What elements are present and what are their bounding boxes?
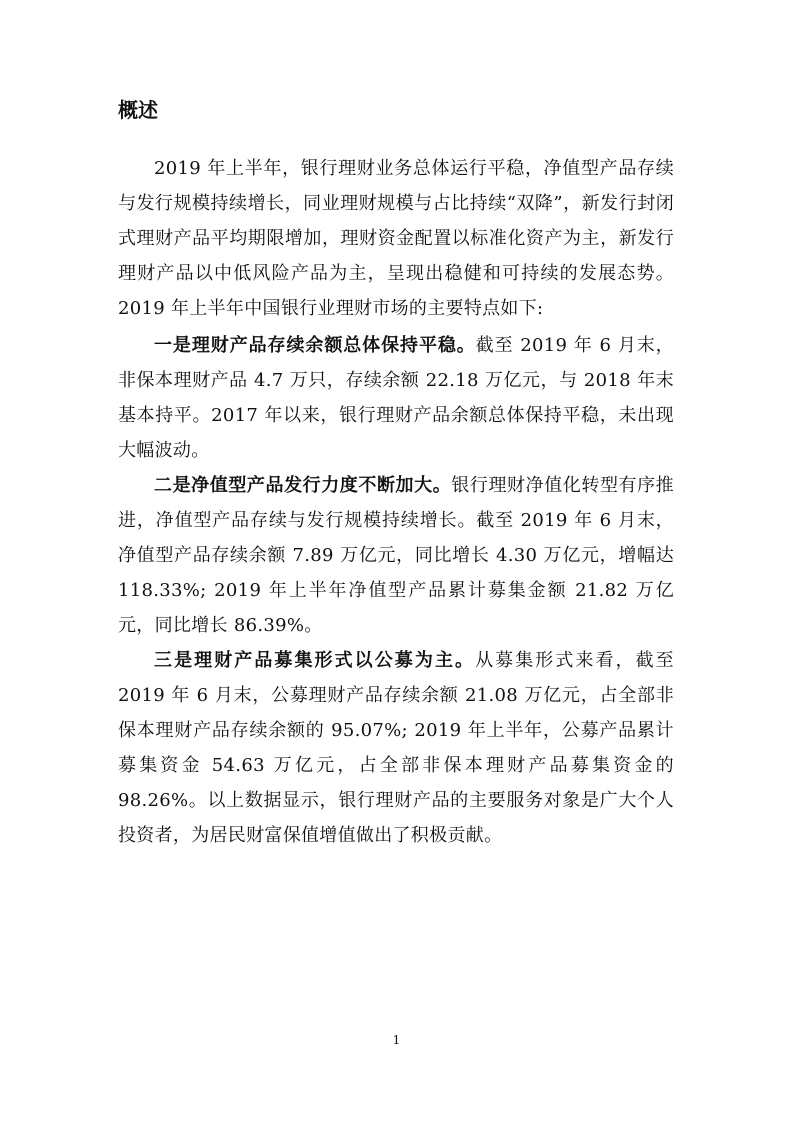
document-page <box>118 96 674 853</box>
section-heading: 概述 <box>118 98 158 122</box>
paragraph-text: 银行理财净值化转型有序推进，净值型产品存续与发行规模持续增长。截至 2019 年 6 月末，净值型产品存续余额 7.89 万亿元，同比增长 4.30 万亿元，增幅达 118.33%; 2019 年上半年净值型产品累计募集金额 21.82 万亿元，同比增长 86.39%。 <box>118 475 674 636</box>
paragraph-point-1 <box>118 328 674 468</box>
paragraph-text: 2019 年上半年，银行理财业务总体运行平稳，净值型产品存续与发行规模持续增长，同业理财规模与占比持续“双降”，新发行封闭式理财产品平均期限增加，理财资金配置以标准化资产为主，新发行理财产品以中低风险产品为主，呈现出稳健和可持续的发展态势。2019 年上半年中国银行业理财市场的主要特点如下: <box>118 158 674 319</box>
paragraph-point-2 <box>118 468 674 643</box>
paragraph-lead: 二是净值型产品发行力度不断加大。 <box>154 475 452 496</box>
paragraph-lead: 一是理财产品存续余额总体保持平稳。 <box>154 335 476 356</box>
paragraph-lead: 三是理财产品募集形式以公募为主。 <box>154 650 476 671</box>
page-number: 1 <box>392 1033 401 1047</box>
paragraph-text: 从募集形式来看，截至 2019 年 6 月末，公募理财产品存续余额 21.08 万亿元，占全部非保本理财产品存续余额的 95.07%; 2019 年上半年，公募产品累计募集资金 54.63 万亿元，占全部非保本理财产品募集资金的 98.26%。以上数据显示，银行理财产品的主要服务对象是广大个人投资者，为居民财富保值增值做出了积极贡献。 <box>118 650 674 846</box>
paragraph-text: 截至 2019 年 6 月末，非保本理财产品 4.7 万只，存续余额 22.18 万亿元，与 2018 年末基本持平。2017 年以来，银行理财产品余额总体保持平稳，未出现大幅波动。 <box>118 335 674 461</box>
paragraph-point-3 <box>118 643 674 853</box>
paragraph-overview <box>118 151 674 326</box>
